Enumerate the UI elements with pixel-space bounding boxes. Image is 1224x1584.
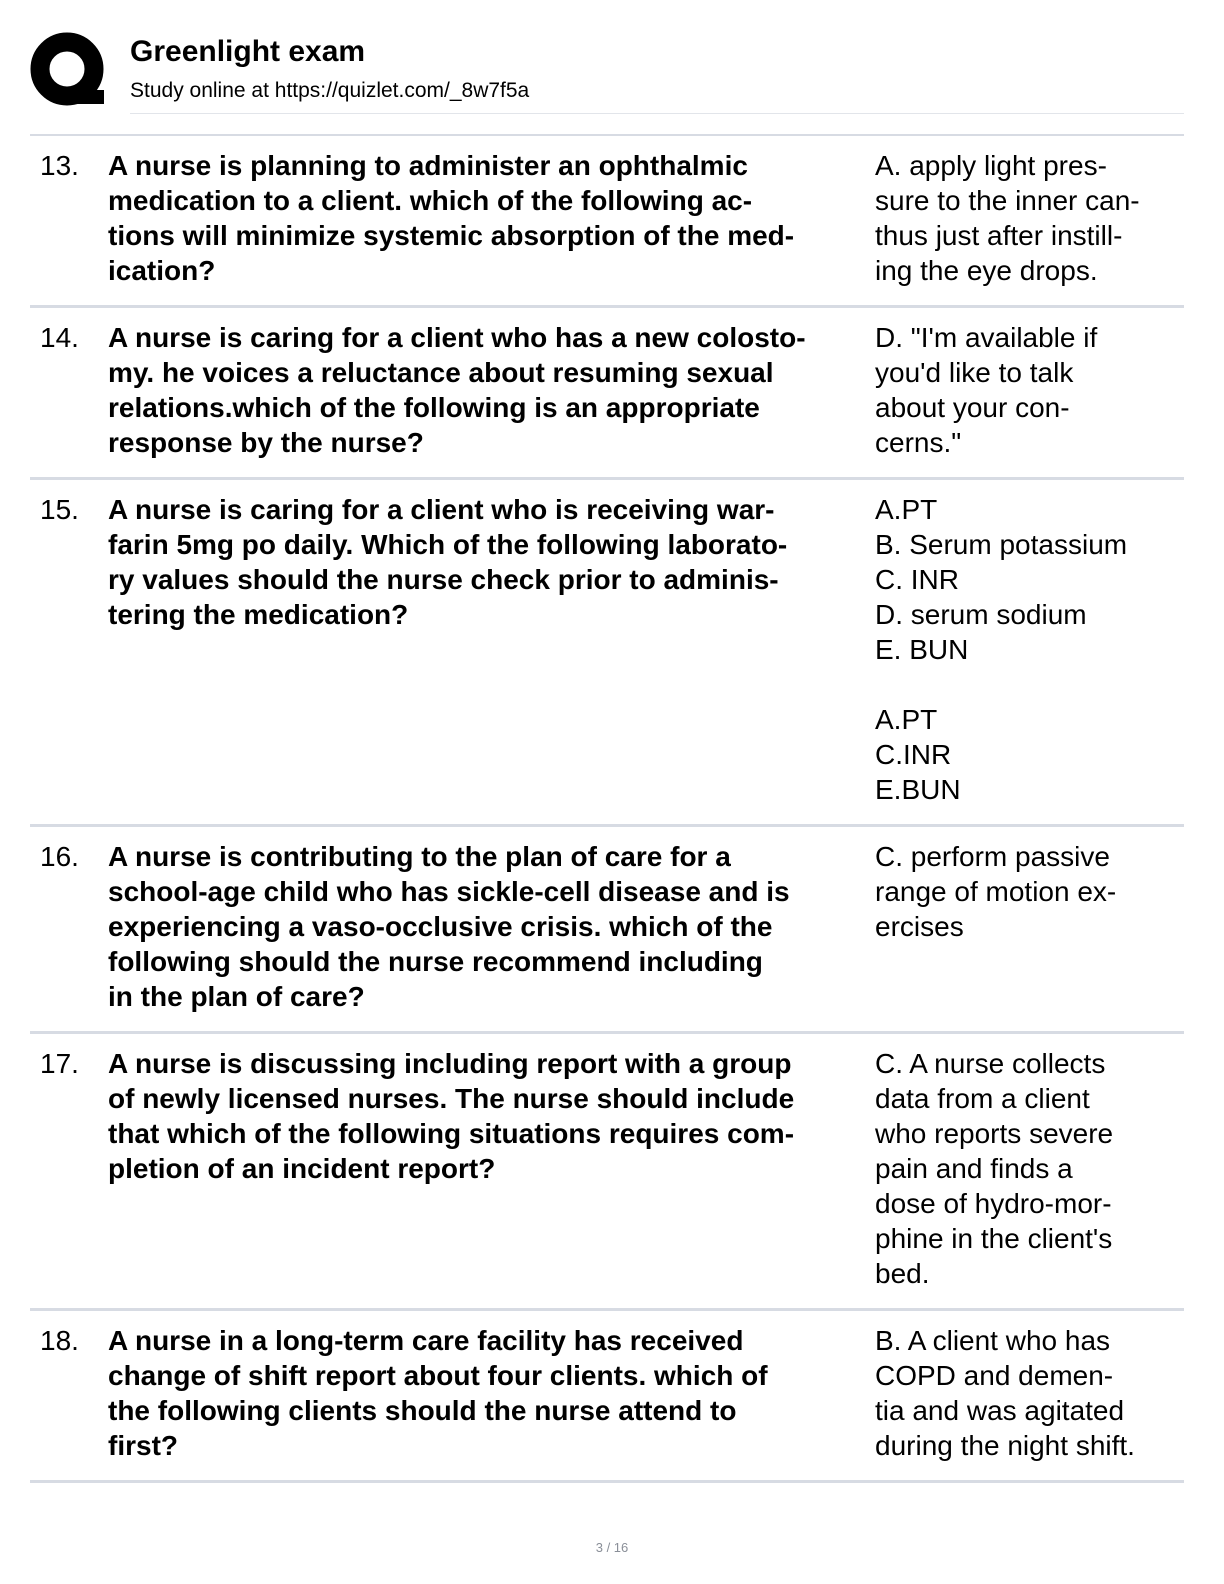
answer-line: during the night shift. (875, 1430, 1135, 1461)
question-line: in the plan of care? (108, 981, 365, 1012)
card-number: 14. (40, 322, 79, 353)
question-line: following should the nurse recommend including (108, 946, 763, 977)
question-line: tering the medication? (108, 599, 409, 630)
card-question (108, 1046, 870, 1186)
card-answer (875, 1046, 1180, 1291)
flashcard-row (30, 1034, 1184, 1311)
question-line: tions will minimize systemic absorption of the med- (108, 220, 795, 251)
answer-line: ing the eye drops. (875, 255, 1098, 286)
answer-line: you'd like to talk (875, 357, 1074, 388)
answer-line: D. serum sodium (875, 599, 1087, 630)
card-question (108, 839, 870, 1014)
card-answer (875, 492, 1180, 807)
question-line: farin 5mg po daily. Which of the following laborato- (108, 529, 788, 560)
card-question (108, 320, 870, 460)
quizlet-logo-icon (30, 32, 108, 110)
card-number: 13. (40, 150, 79, 181)
answer-line: bed. (875, 1258, 930, 1289)
question-line: my. he voices a reluctance about resuming sexual (108, 357, 774, 388)
answer-line: B. A client who has (875, 1325, 1111, 1356)
question-line: A nurse is planning to administer an ophthalmic (108, 150, 748, 181)
answer-line: dose of hydro-mor- (875, 1188, 1112, 1219)
card-answer (875, 1323, 1180, 1463)
question-line: A nurse in a long-term care facility has received (108, 1325, 744, 1356)
question-line: A nurse is caring for a client who has a new colosto- (108, 322, 806, 353)
answer-line: E.BUN (875, 774, 961, 805)
answer-line: C. A nurse collects (875, 1048, 1106, 1079)
question-line: A nurse is caring for a client who is receiving war- (108, 494, 775, 525)
card-question (108, 1323, 870, 1463)
answer-line: tia and was agitated (875, 1395, 1125, 1426)
answer-line: pain and finds a (875, 1153, 1073, 1184)
card-question (108, 148, 870, 288)
answer-line: cerns." (875, 427, 962, 458)
flashcard-row (30, 480, 1184, 827)
card-number: 16. (40, 841, 79, 872)
card-question (108, 492, 870, 632)
flashcard-list (30, 136, 1184, 1483)
question-line: change of shift report about four clients. which of (108, 1360, 768, 1391)
question-line: response by the nurse? (108, 427, 424, 458)
answer-line: who reports severe (875, 1118, 1114, 1149)
answer-line: D. "I'm available if (875, 322, 1098, 353)
header-divider (130, 113, 1184, 114)
answer-line: about your con- (875, 392, 1070, 423)
question-line: medication to a client. which of the following ac- (108, 185, 753, 216)
answer-line: phine in the client's (875, 1223, 1113, 1254)
answer-line: B. Serum potassium (875, 529, 1128, 560)
answer-line: E. BUN (875, 634, 969, 665)
question-line: first? (108, 1430, 178, 1461)
question-line: pletion of an incident report? (108, 1153, 496, 1184)
question-line: the following clients should the nurse attend to (108, 1395, 737, 1426)
answer-line: data from a client (875, 1083, 1090, 1114)
card-answer (875, 148, 1180, 288)
answer-line: sure to the inner can- (875, 185, 1140, 216)
flashcard-row (30, 1311, 1184, 1483)
answer-line: A. apply light pres- (875, 150, 1107, 181)
answer-line: thus just after instill- (875, 220, 1123, 251)
page-number: 3 / 16 (595, 1540, 629, 1555)
question-line: ry values should the nurse check prior to adminis- (108, 564, 779, 595)
flashcard-row (30, 308, 1184, 480)
question-line: experiencing a vaso-occlusive crisis. which of the (108, 911, 773, 942)
answer-line: A.PT (875, 494, 938, 525)
document-title: Greenlight exam (130, 35, 366, 68)
question-line: A nurse is discussing including report with a group (108, 1048, 792, 1079)
question-line: A nurse is contributing to the plan of care for a (108, 841, 731, 872)
answer-line: C. INR (875, 564, 959, 595)
flashcard-row (30, 136, 1184, 308)
card-number: 15. (40, 494, 79, 525)
answer-line: C.INR (875, 739, 952, 770)
question-line: that which of the following situations requires com- (108, 1118, 795, 1149)
card-number: 18. (40, 1325, 79, 1356)
question-line: relations.which of the following is an appropriate (108, 392, 760, 423)
study-online-link-text[interactable]: Study online at https://quizlet.com/_8w7f5a (130, 79, 530, 102)
card-answer (875, 839, 1180, 944)
page-header (30, 28, 1184, 114)
answer-line: A.PT (875, 704, 938, 735)
question-line: of newly licensed nurses. The nurse should include (108, 1083, 795, 1114)
answer-line (875, 667, 1180, 702)
flashcard-row (30, 827, 1184, 1034)
answer-line: COPD and demen- (875, 1360, 1114, 1391)
answer-line: range of motion ex- (875, 876, 1117, 907)
card-number: 17. (40, 1048, 79, 1079)
answer-line: ercises (875, 911, 964, 942)
question-line: ication? (108, 255, 216, 286)
question-line: school-age child who has sickle-cell disease and is (108, 876, 790, 907)
card-answer (875, 320, 1180, 460)
answer-line: C. perform passive (875, 841, 1110, 872)
